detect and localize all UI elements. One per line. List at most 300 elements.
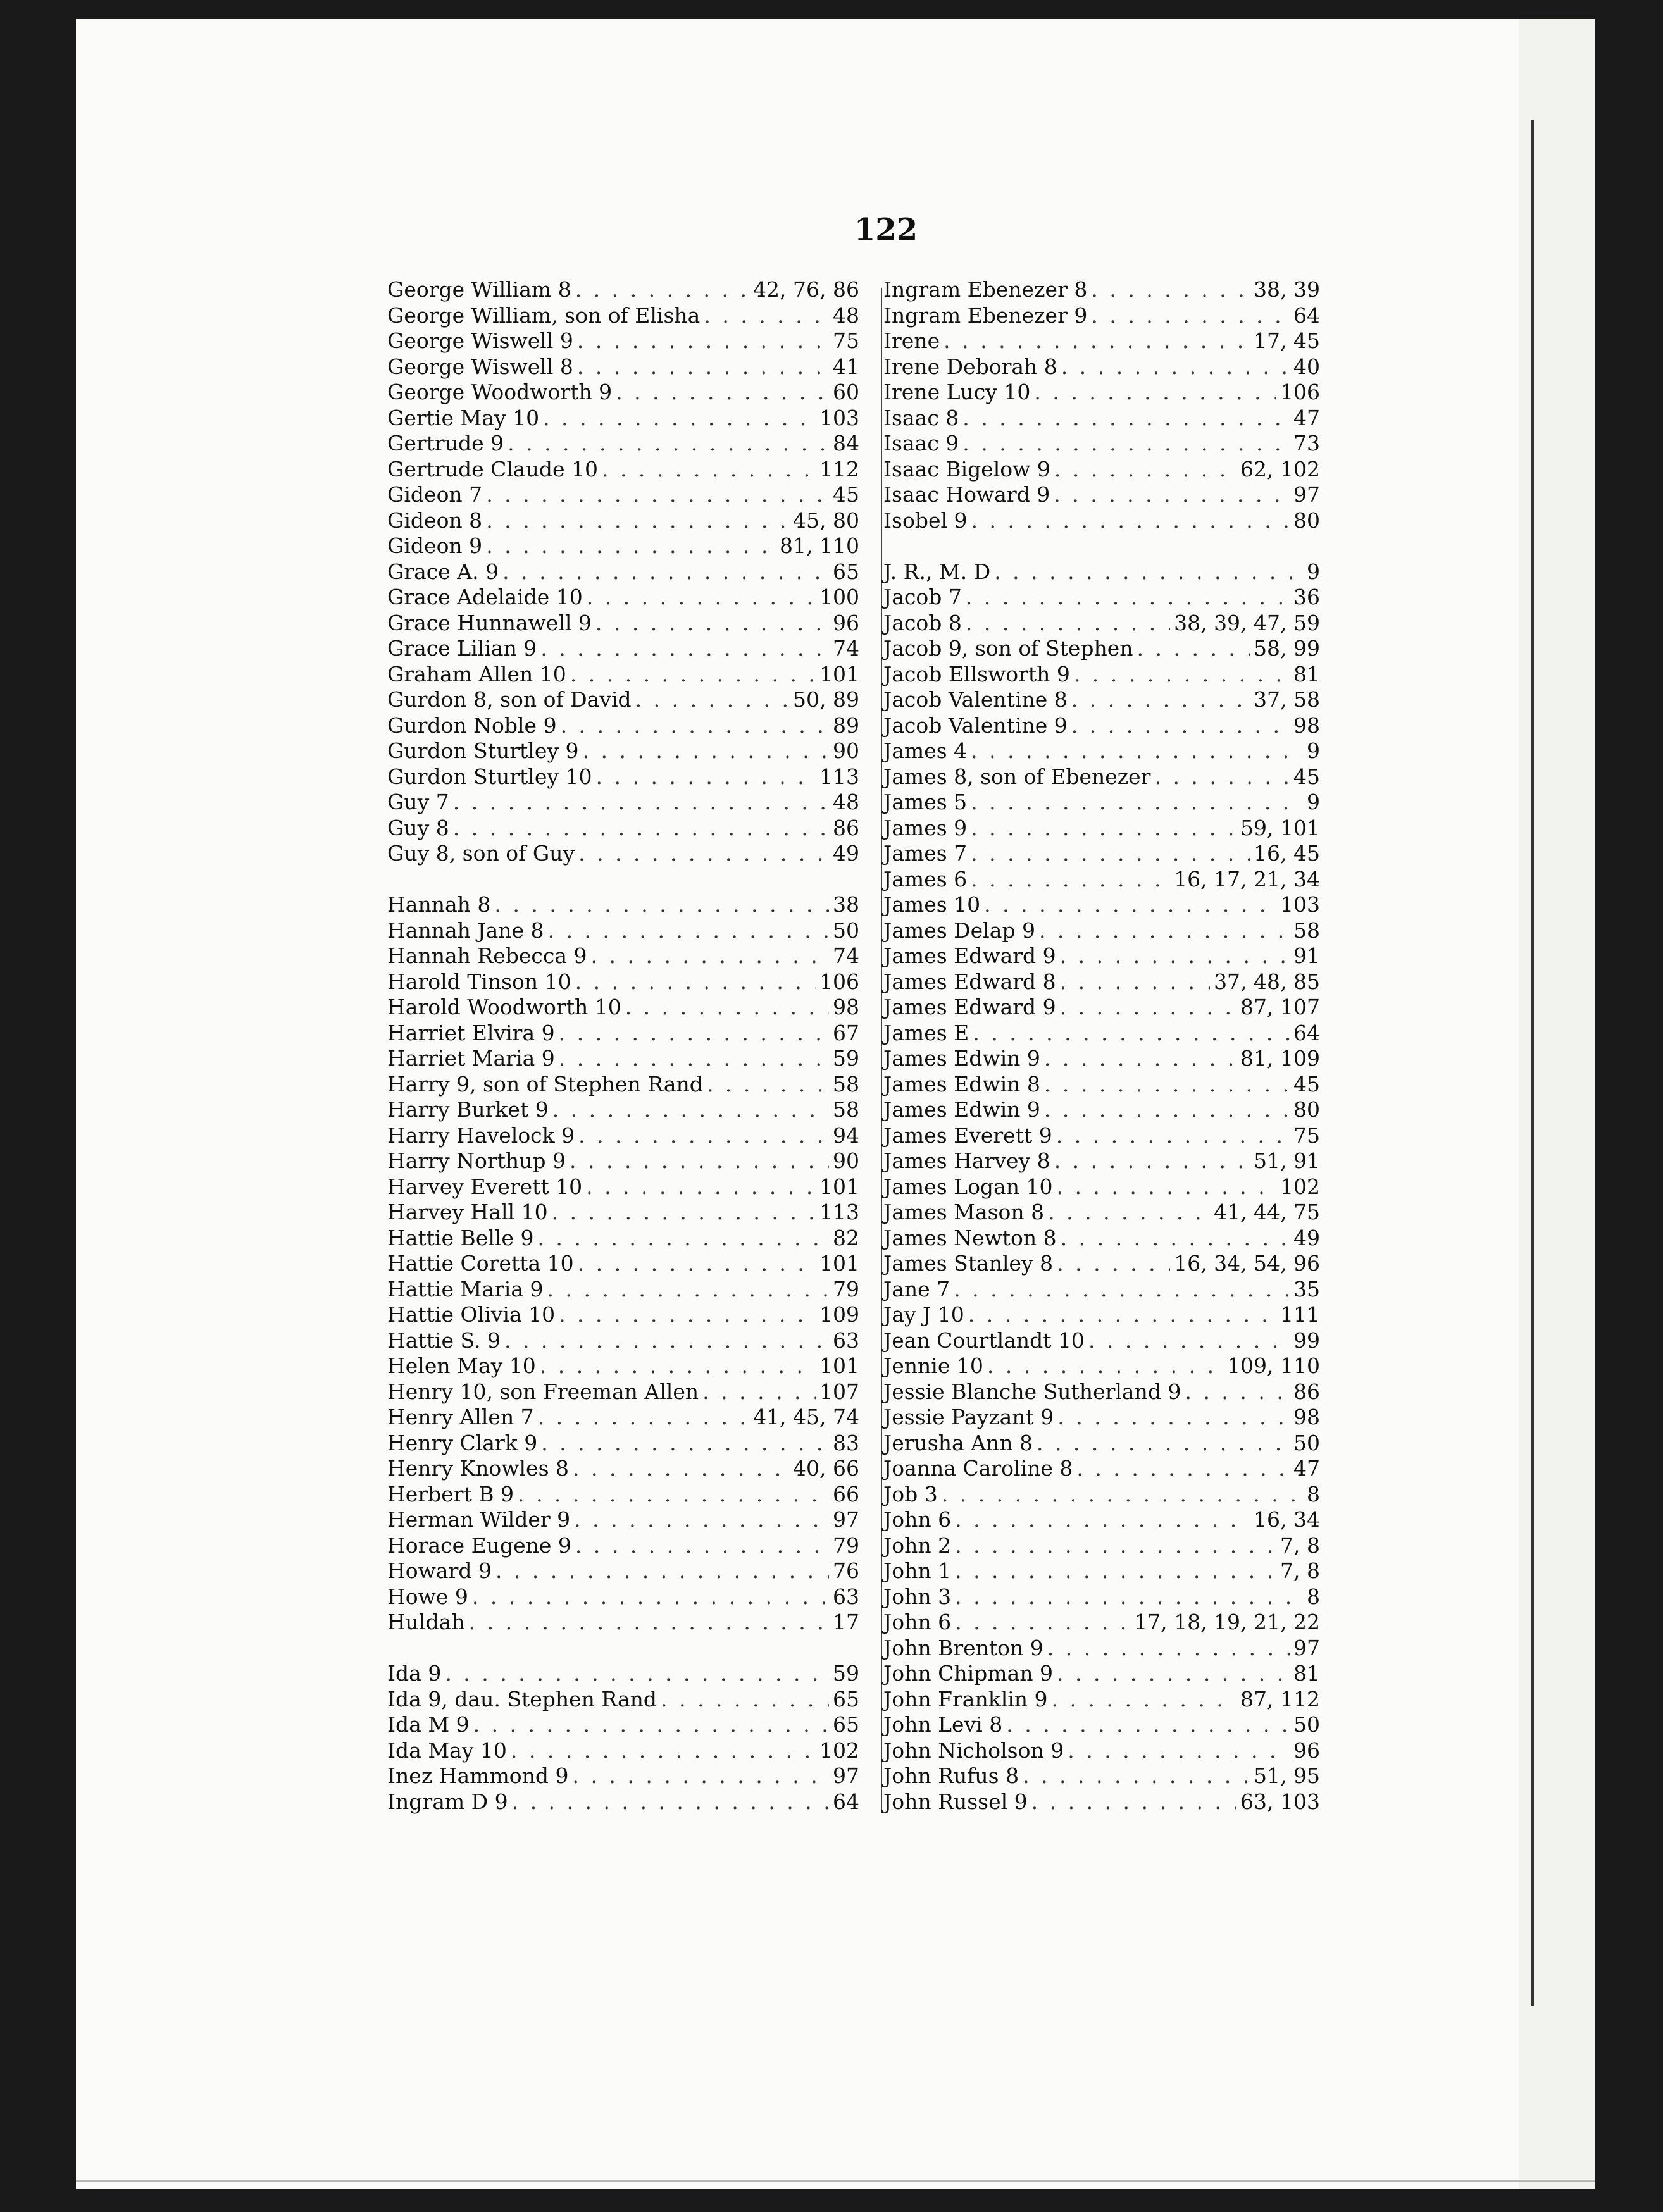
entry-name: Gertrude 9 <box>387 431 504 456</box>
index-entry <box>866 790 1320 816</box>
entry-pages: 94 <box>833 1122 859 1148</box>
entry-pages: 75 <box>1293 1122 1320 1148</box>
index-entry <box>387 1405 859 1431</box>
dot-leader <box>1060 995 1236 1021</box>
entry-pages: 65 <box>833 1686 859 1712</box>
entry-pages: 79 <box>833 1276 859 1302</box>
entry-pages: 59 <box>833 1046 859 1071</box>
dot-leader <box>518 1482 829 1508</box>
entry-pages: 59, 101 <box>1240 815 1320 840</box>
entry-pages: 98 <box>833 995 859 1019</box>
entry-name: Grace Hunnawell 9 <box>387 610 592 635</box>
entry-pages: 101 <box>819 1353 859 1378</box>
entry-name: Guy 8 <box>387 815 449 840</box>
entry-pages: 38, 39 <box>1254 277 1320 302</box>
dot-leader <box>944 328 1250 354</box>
index-entry <box>866 559 1320 585</box>
dot-leader <box>1054 1148 1250 1174</box>
entry-name: Hattie Coretta 10 <box>387 1251 574 1276</box>
entry-pages: 16, 45 <box>1254 841 1320 866</box>
entry-pages: 47 <box>1293 1456 1320 1481</box>
entry-pages: 103 <box>1280 892 1320 917</box>
entry-name: Henry Clark 9 <box>387 1430 538 1455</box>
dot-leader <box>575 969 816 995</box>
entry-name: Ida May 10 <box>387 1737 507 1763</box>
entry-name: Hattie Maria 9 <box>387 1276 544 1302</box>
index-entry <box>866 585 1320 611</box>
index-entry <box>387 1328 859 1354</box>
index-entry <box>866 1021 1320 1047</box>
entry-pages: 50, 89 <box>793 687 859 712</box>
index-entry <box>387 457 859 483</box>
dot-leader <box>552 1097 829 1123</box>
entry-name: Horace Eugene 9 <box>387 1532 571 1558</box>
entry-name: James 10 <box>883 892 981 917</box>
entry-pages: 63 <box>833 1584 859 1609</box>
index-entry <box>387 328 859 354</box>
index-entry <box>387 1712 859 1738</box>
entry-pages: 16, 34 <box>1254 1507 1320 1532</box>
entry-name: Jacob Ellsworth 9 <box>883 661 1070 687</box>
dot-leader <box>575 1533 829 1559</box>
dot-leader <box>586 1174 816 1200</box>
entry-pages: 37, 48, 85 <box>1214 969 1320 994</box>
entry-pages: 47 <box>1293 405 1320 430</box>
entry-pages: 100 <box>819 585 859 609</box>
binding-rule <box>1531 120 1534 2006</box>
entry-pages: 89 <box>833 712 859 738</box>
entry-pages: 96 <box>1293 1737 1320 1763</box>
entry-pages: 49 <box>1293 1225 1320 1250</box>
index-entry <box>866 764 1320 790</box>
index-entry <box>387 1456 859 1482</box>
dot-leader <box>1057 1251 1170 1277</box>
dot-leader <box>595 611 829 637</box>
entry-pages: 7, 8 <box>1280 1558 1320 1583</box>
index-entry <box>866 611 1320 637</box>
entry-name: John 6 <box>883 1507 952 1532</box>
index-entry <box>866 1405 1320 1431</box>
entry-pages: 90 <box>833 738 859 763</box>
entry-name: John Franklin 9 <box>883 1686 1048 1712</box>
entry-pages: 81 <box>1293 661 1320 687</box>
entry-pages: 50 <box>1293 1712 1320 1737</box>
entry-name: James Logan 10 <box>883 1174 1053 1199</box>
entry-pages: 60 <box>833 380 859 404</box>
entry-pages: 101 <box>819 661 859 687</box>
index-entry <box>866 1097 1320 1123</box>
entry-name: Jacob Valentine 9 <box>883 712 1068 738</box>
entry-pages: 45 <box>1293 1071 1320 1097</box>
index-entry <box>387 764 859 790</box>
index-entry <box>387 1558 859 1584</box>
entry-name: Ingram Ebenezer 8 <box>883 277 1088 302</box>
index-entry <box>387 1251 859 1277</box>
entry-name: Harry 9, son of Stephen Rand <box>387 1071 703 1097</box>
index-entry <box>866 1738 1320 1764</box>
entry-name: Helen May 10 <box>387 1353 536 1378</box>
dot-leader <box>541 1431 829 1457</box>
index-entry <box>866 1584 1320 1610</box>
entry-pages: 73 <box>1293 431 1320 456</box>
entry-name: Jacob 8 <box>883 610 962 635</box>
entry-name: Ida 9, dau. Stephen Rand <box>387 1686 657 1712</box>
index-entry <box>387 559 859 585</box>
entry-name: Jerusha Ann 8 <box>883 1430 1033 1455</box>
dot-leader <box>661 1687 829 1713</box>
dot-leader <box>548 918 829 944</box>
dot-leader <box>1060 969 1210 995</box>
entry-name: James Edward 9 <box>883 943 1056 968</box>
dot-leader <box>702 1379 816 1405</box>
entry-pages: 48 <box>833 302 859 328</box>
index-entry <box>866 918 1320 944</box>
entry-pages: 111 <box>1280 1302 1320 1327</box>
entry-name: James Edward 8 <box>883 969 1056 994</box>
entry-pages: 90 <box>833 1148 859 1173</box>
index-entry <box>866 406 1320 432</box>
page-bottom-edge <box>76 2180 1595 2182</box>
entry-name: Joanna Caroline 8 <box>883 1456 1073 1481</box>
dot-leader <box>1048 1200 1210 1226</box>
dot-leader <box>591 943 829 969</box>
entry-name: Jean Courtlandt 10 <box>883 1327 1085 1353</box>
dot-leader <box>1185 1379 1290 1405</box>
index-entry <box>387 1072 859 1098</box>
dot-leader <box>1039 918 1290 944</box>
entry-name: Gurdon Sturtley 10 <box>387 764 592 789</box>
index-entry <box>866 1687 1320 1713</box>
index-entry <box>387 1123 859 1149</box>
entry-name: Henry 10, son Freeman Allen <box>387 1379 699 1404</box>
dot-leader <box>1006 1712 1290 1738</box>
dot-leader <box>962 406 1290 432</box>
entry-pages: 45 <box>1293 764 1320 789</box>
entry-name: Irene <box>883 328 940 353</box>
entry-pages: 58, 99 <box>1254 636 1320 661</box>
entry-name: Herbert B 9 <box>387 1481 514 1507</box>
index-entry <box>387 303 859 329</box>
entry-pages: 36 <box>1293 585 1320 609</box>
dot-leader <box>486 482 829 508</box>
entry-pages: 101 <box>819 1251 859 1276</box>
entry-name: Ida 9 <box>387 1661 442 1686</box>
dot-leader <box>1068 1738 1290 1764</box>
dot-leader <box>559 1302 816 1328</box>
index-entry <box>387 943 859 969</box>
entry-pages: 76 <box>833 1558 859 1583</box>
entry-name: Henry Knowles 8 <box>387 1456 569 1481</box>
entry-pages: 74 <box>833 943 859 968</box>
entry-pages: 109 <box>819 1302 859 1327</box>
entry-pages: 35 <box>1293 1276 1320 1302</box>
dot-leader <box>495 1558 829 1584</box>
entry-pages: 86 <box>1293 1379 1320 1404</box>
index-entry <box>387 277 859 303</box>
index-column-left <box>387 277 859 1815</box>
dot-leader <box>1057 1405 1290 1431</box>
entry-name: Jessie Blanche Sutherland 9 <box>883 1379 1181 1404</box>
entry-pages: 97 <box>833 1507 859 1532</box>
entry-pages: 64 <box>833 1789 859 1814</box>
entry-name: Grace A. 9 <box>387 559 499 584</box>
dot-leader <box>971 738 1303 764</box>
dot-leader <box>1071 713 1290 739</box>
entry-name: Job 3 <box>883 1481 938 1507</box>
dot-leader <box>1137 636 1250 662</box>
entry-name: Jennie 10 <box>883 1353 983 1378</box>
index-entry <box>866 380 1320 406</box>
dot-leader <box>1044 1072 1290 1098</box>
dot-leader <box>538 1405 749 1431</box>
dot-leader <box>1057 1661 1290 1687</box>
entry-pages: 65 <box>833 559 859 584</box>
index-entry <box>387 790 859 816</box>
dot-leader <box>1076 1456 1290 1482</box>
index-entry <box>387 585 859 611</box>
entry-name: Harvey Hall 10 <box>387 1200 548 1224</box>
dot-leader <box>1056 1123 1290 1149</box>
dot-leader <box>1044 1046 1236 1072</box>
entry-name: Harriet Elvira 9 <box>387 1020 555 1045</box>
dot-leader <box>486 508 789 534</box>
index-entry <box>866 354 1320 380</box>
index-entry <box>866 328 1320 354</box>
entry-pages: 98 <box>1293 1405 1320 1429</box>
index-entry <box>866 1148 1320 1174</box>
index-entry <box>866 1482 1320 1508</box>
dot-leader <box>469 1610 829 1636</box>
entry-name: George William, son of Elisha <box>387 302 701 328</box>
index-entry <box>866 1302 1320 1328</box>
dot-leader <box>578 1251 816 1277</box>
entry-pages: 112 <box>819 456 859 482</box>
entry-name: Jacob 9, son of Stephen <box>883 636 1133 661</box>
index-entry <box>387 1533 859 1559</box>
index-entry <box>387 1507 859 1533</box>
entry-pages: 40, 66 <box>793 1456 859 1481</box>
entry-pages: 45, 80 <box>793 507 859 533</box>
index-entry <box>387 406 859 432</box>
dot-leader <box>971 867 1170 893</box>
entry-pages: 63 <box>833 1327 859 1353</box>
entry-pages: 9 <box>1307 559 1320 584</box>
entry-pages: 50 <box>833 917 859 943</box>
entry-pages: 16, 17, 21, 34 <box>1174 866 1320 892</box>
section-gap <box>387 867 859 893</box>
entry-name: Hannah Jane 8 <box>387 917 544 943</box>
dot-leader <box>575 277 749 303</box>
entry-pages: 80 <box>1293 1097 1320 1122</box>
index-entry <box>387 1482 859 1508</box>
entry-pages: 65 <box>833 1712 859 1737</box>
entry-name: Jane 7 <box>883 1276 950 1302</box>
dot-leader <box>1023 1763 1250 1789</box>
entry-name: John 2 <box>883 1532 952 1558</box>
entry-pages: 101 <box>819 1174 859 1199</box>
index-entry <box>866 1328 1320 1354</box>
dot-leader <box>955 1533 1276 1559</box>
dot-leader <box>559 1046 829 1072</box>
entry-pages: 58 <box>833 1097 859 1122</box>
dot-leader <box>635 687 789 713</box>
index-entry <box>866 662 1320 688</box>
index-entry <box>866 1763 1320 1789</box>
index-entry <box>387 482 859 508</box>
dot-leader <box>596 764 816 790</box>
dot-leader <box>543 406 816 432</box>
entry-pages: 97 <box>1293 482 1320 507</box>
index-entry <box>387 995 859 1021</box>
dot-leader <box>1047 1636 1290 1662</box>
entry-pages: 107 <box>819 1379 859 1404</box>
entry-pages: 9 <box>1307 738 1320 763</box>
entry-name: John 1 <box>883 1558 952 1583</box>
dot-leader <box>512 1789 829 1815</box>
index-entry <box>866 636 1320 662</box>
entry-name: Ingram D 9 <box>387 1789 508 1814</box>
entry-name: Gurdon Noble 9 <box>387 712 557 738</box>
index-entry <box>387 533 859 559</box>
facing-page-edge <box>1519 19 1595 2189</box>
entry-name: Ingram Ebenezer 9 <box>883 302 1088 328</box>
entry-name: James E <box>883 1020 969 1045</box>
entry-pages: 58 <box>1293 917 1320 943</box>
entry-pages: 81, 109 <box>1240 1046 1320 1071</box>
entry-name: Gideon 9 <box>387 533 483 558</box>
entry-pages: 17 <box>833 1610 859 1634</box>
dot-leader <box>1054 457 1236 483</box>
entry-name: Harry Northup 9 <box>387 1148 566 1173</box>
dot-leader <box>473 1712 829 1738</box>
entry-name: John Nicholson 9 <box>883 1737 1064 1763</box>
entry-name: James Newton 8 <box>883 1225 1057 1250</box>
entry-name: Guy 8, son of Guy <box>387 841 575 866</box>
dot-leader <box>987 1353 1223 1379</box>
entry-pages: 113 <box>819 764 859 789</box>
entry-pages: 81, 110 <box>780 533 859 558</box>
index-entry <box>387 354 859 380</box>
dot-leader <box>1034 380 1276 406</box>
entry-name: Hannah Rebecca 9 <box>387 943 587 968</box>
entry-name: James 7 <box>883 841 968 866</box>
entry-pages: 58 <box>833 1071 859 1097</box>
entry-pages: 67 <box>833 1020 859 1045</box>
index-entry <box>387 1226 859 1252</box>
entry-name: J. R., M. D <box>883 559 991 584</box>
entry-name: Gideon 7 <box>387 482 483 507</box>
dot-leader <box>583 738 830 764</box>
dot-leader <box>540 636 829 662</box>
index-entry <box>387 1738 859 1764</box>
dot-leader <box>494 892 829 918</box>
index-entry <box>866 841 1320 867</box>
entry-pages: 82 <box>833 1225 859 1250</box>
index-entry <box>387 892 859 918</box>
dot-leader <box>502 559 829 585</box>
index-entry <box>866 508 1320 534</box>
dot-leader <box>704 303 829 329</box>
entry-name: James Mason 8 <box>883 1200 1045 1224</box>
entry-name: Isaac 8 <box>883 405 959 430</box>
index-entry <box>387 611 859 637</box>
entry-name: John Russel 9 <box>883 1789 1028 1814</box>
index-entry <box>387 1046 859 1072</box>
index-entry <box>866 277 1320 303</box>
index-entry <box>866 713 1320 739</box>
entry-name: John Levi 8 <box>883 1712 1003 1737</box>
page-number: 122 <box>854 212 918 247</box>
index-entry <box>866 1610 1320 1636</box>
index-entry <box>866 892 1320 918</box>
entry-pages: 106 <box>819 969 859 994</box>
index-entry <box>387 1148 859 1174</box>
index-entry <box>866 1174 1320 1200</box>
index-entry <box>866 1251 1320 1277</box>
dot-leader <box>578 841 829 867</box>
entry-name: James Stanley 8 <box>883 1251 1054 1276</box>
index-entry <box>866 943 1320 969</box>
entry-name: Gurdon Sturtley 9 <box>387 738 579 763</box>
index-entry <box>866 1226 1320 1252</box>
dot-leader <box>570 1148 829 1174</box>
entry-name: Hattie Olivia 10 <box>387 1302 556 1327</box>
dot-leader <box>942 1482 1303 1508</box>
index-entry <box>387 636 859 662</box>
index-entry <box>866 303 1320 329</box>
entry-name: John Brenton 9 <box>883 1635 1043 1660</box>
index-column-right <box>866 277 1320 1815</box>
dot-leader <box>547 1277 829 1303</box>
entry-pages: 17, 18, 19, 21, 22 <box>1134 1610 1320 1634</box>
dot-leader <box>1154 764 1290 790</box>
entry-name: John Rufus 8 <box>883 1763 1019 1788</box>
entry-name: Herman Wilder 9 <box>387 1507 571 1532</box>
entry-pages: 106 <box>1280 380 1320 404</box>
dot-leader <box>561 713 829 739</box>
dot-leader <box>1037 1431 1290 1457</box>
entry-name: Graham Allen 10 <box>387 661 566 687</box>
entry-name: Isaac 9 <box>883 431 959 456</box>
entry-pages: 84 <box>833 431 859 456</box>
index-entry <box>866 1353 1320 1379</box>
index-entry <box>866 1072 1320 1098</box>
entry-name: Howard 9 <box>387 1558 492 1583</box>
entry-pages: 62, 102 <box>1240 456 1320 482</box>
entry-name: Harold Tinson 10 <box>387 969 571 994</box>
index-entry <box>866 1533 1320 1559</box>
dot-leader <box>1052 1687 1236 1713</box>
dot-leader <box>955 1610 1130 1636</box>
index-entry <box>866 995 1320 1021</box>
dot-leader <box>966 585 1290 611</box>
dot-leader <box>587 585 816 611</box>
entry-name: Jacob 7 <box>883 585 962 609</box>
section-gap <box>866 533 1320 559</box>
entry-pages: 102 <box>819 1737 859 1763</box>
entry-name: Isaac Bigelow 9 <box>883 456 1050 482</box>
entry-name: Jacob Valentine 8 <box>883 687 1068 712</box>
index-entry <box>387 1763 859 1789</box>
entry-name: Howe 9 <box>387 1584 468 1609</box>
entry-pages: 87, 107 <box>1240 995 1320 1019</box>
dot-leader <box>577 354 829 380</box>
entry-pages: 40 <box>1293 354 1320 379</box>
entry-pages: 66 <box>833 1481 859 1507</box>
index-entry <box>866 482 1320 508</box>
entry-pages: 64 <box>1293 302 1320 328</box>
dot-leader <box>971 508 1290 534</box>
